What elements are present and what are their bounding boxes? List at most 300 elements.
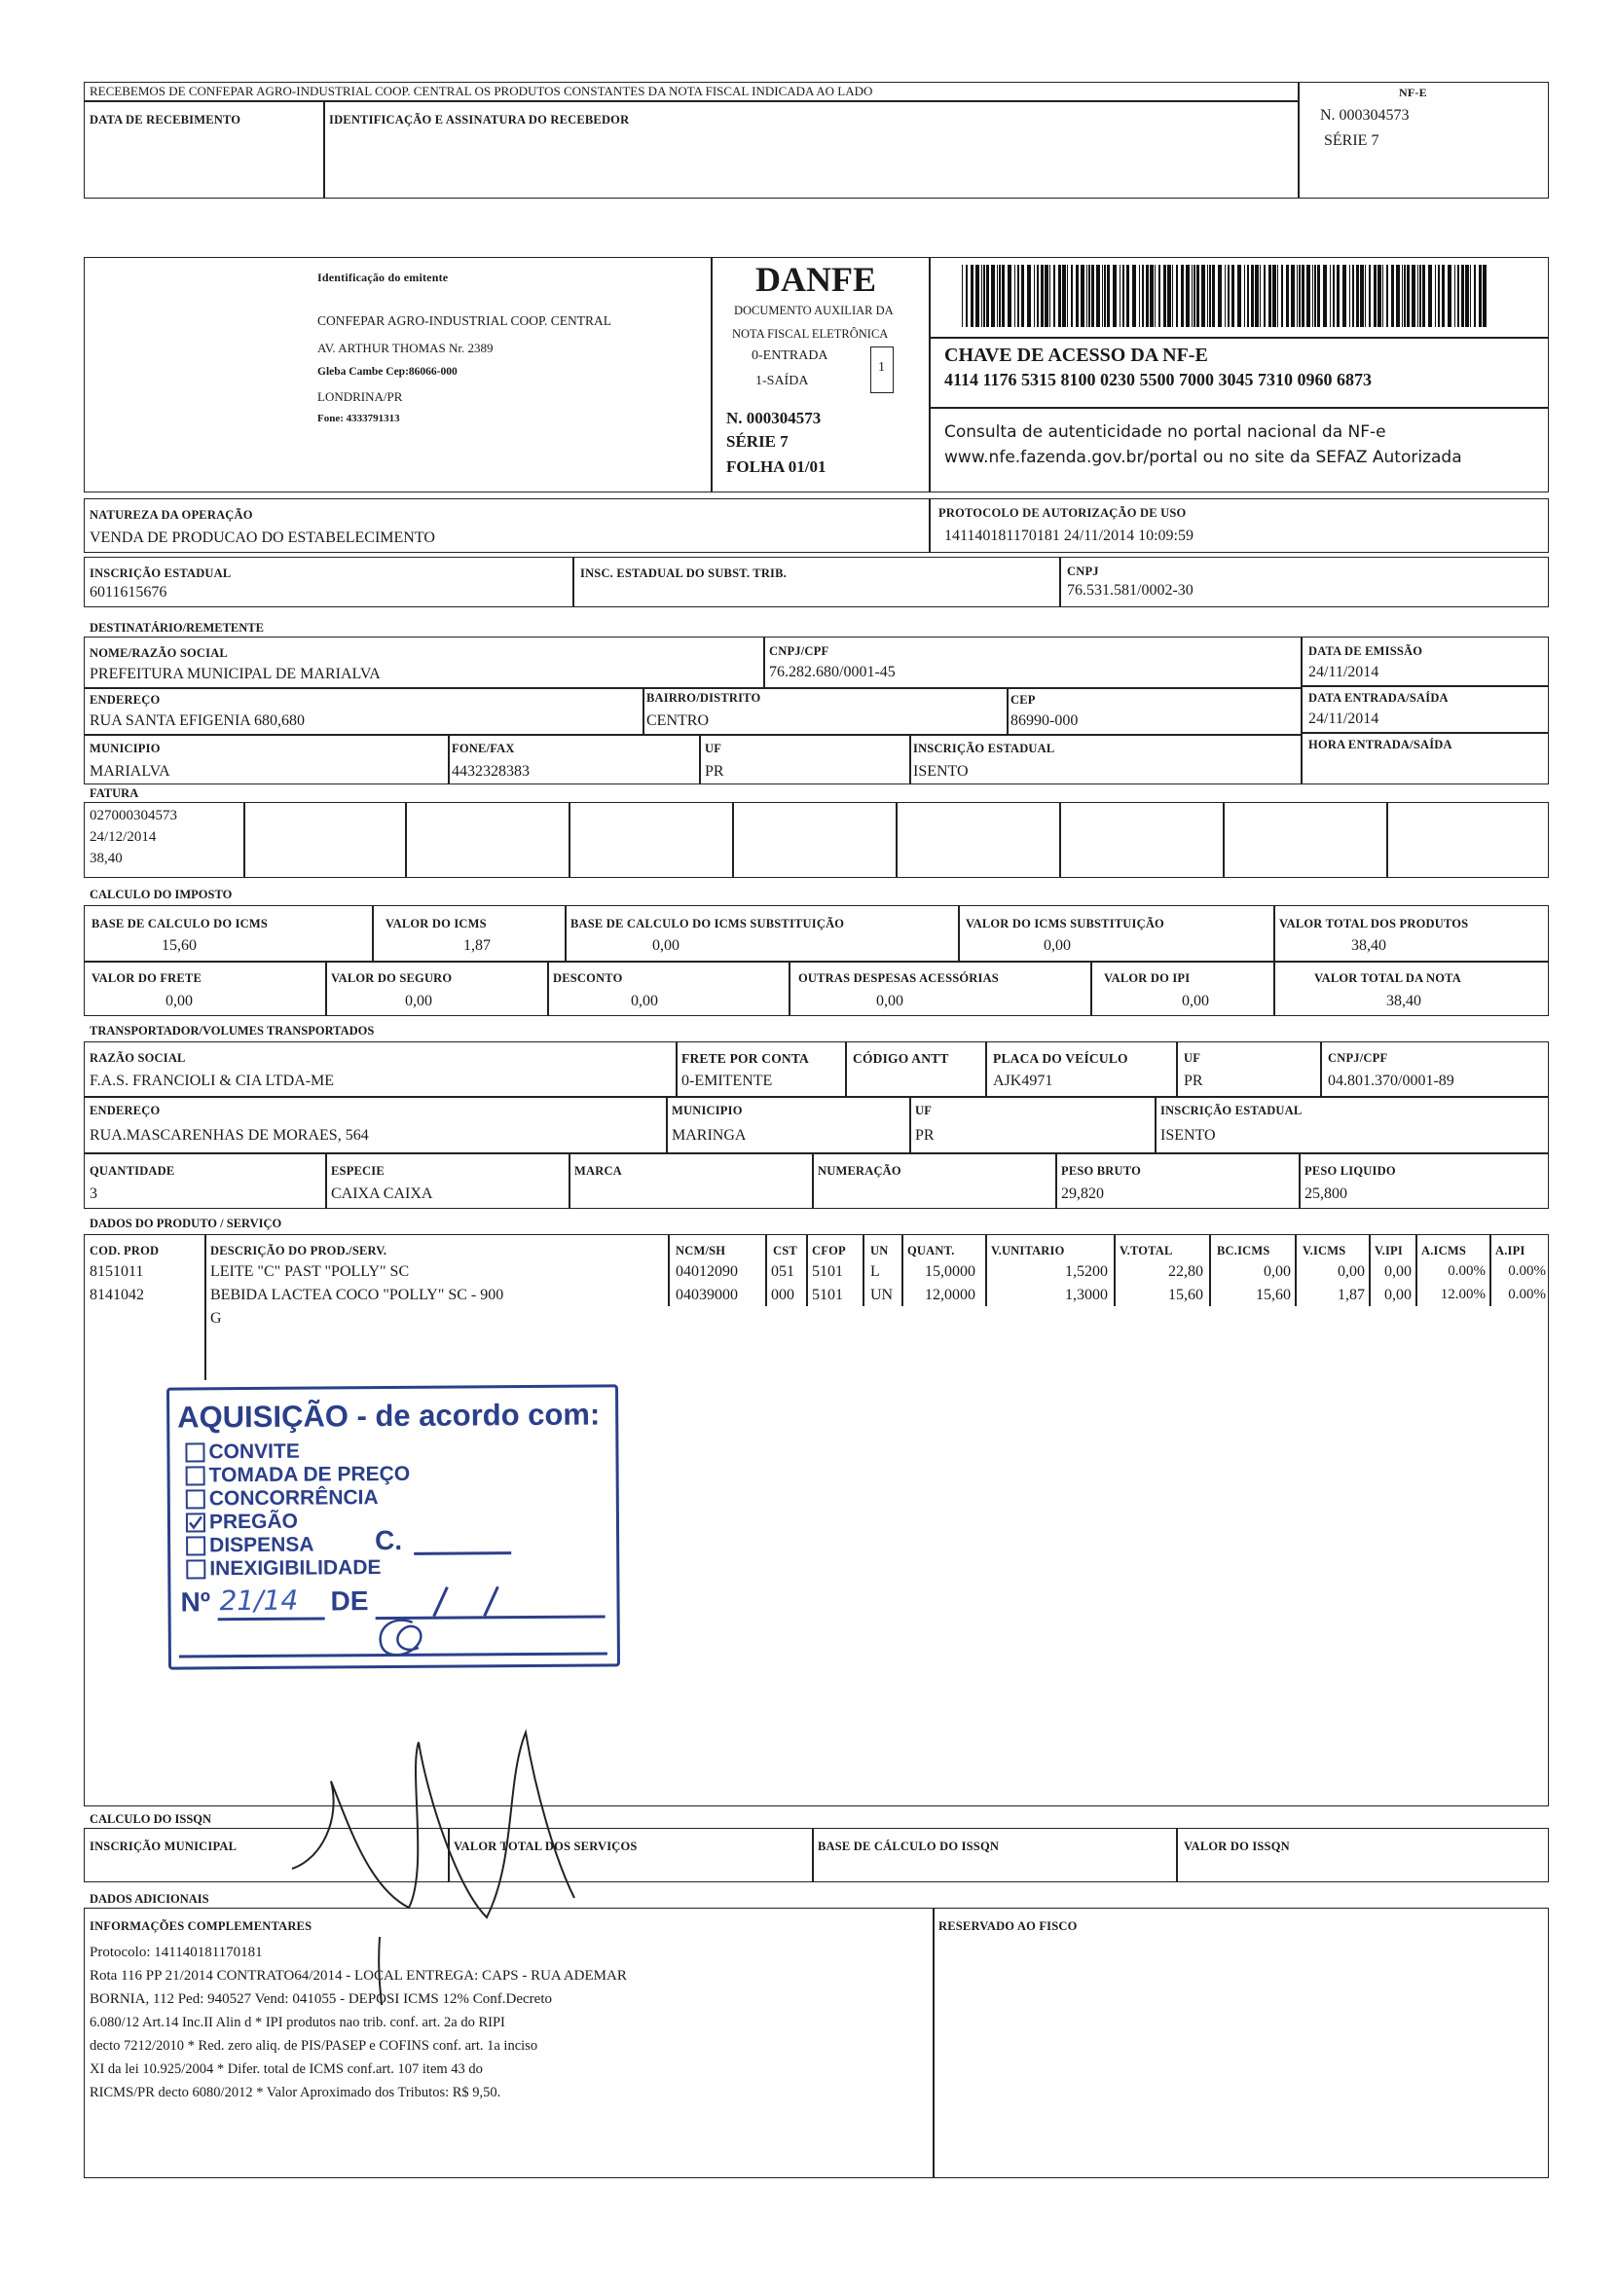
barcode-bar (1228, 265, 1230, 327)
barcode-bar (1172, 265, 1173, 327)
bc-st: 0,00 (652, 937, 679, 954)
fisco-label: RESERVADO AO FISCO (938, 1919, 1078, 1933)
cell-aipi: 0.00% (1508, 1287, 1546, 1302)
barcode-bar (1312, 265, 1313, 327)
cell-vtotal: 15,60 (1168, 1287, 1203, 1303)
barcode-bar (1067, 265, 1068, 327)
barcode-bar (1107, 265, 1110, 327)
stamp-option-dispensa (186, 1534, 314, 1558)
cell-descricao: BEBIDA LACTEA COCO "POLLY" SC - 900 (210, 1287, 504, 1303)
barcode-bar (1225, 265, 1226, 327)
dest-fone: 4432328383 (452, 763, 530, 780)
barcode-bar (1342, 265, 1346, 327)
dest-cep-label: CEP (1010, 693, 1036, 707)
barcode-bar (1194, 265, 1195, 327)
barcode-bar (1212, 265, 1215, 327)
barcode-bar (1422, 265, 1425, 327)
fatura-block (84, 802, 1549, 878)
barcode-bar (1014, 265, 1015, 327)
stamp-initials-signature (364, 1609, 442, 1668)
barcode-bar (1317, 265, 1320, 327)
barcode-bar (1260, 265, 1261, 327)
barcode-bar (1448, 265, 1451, 327)
info-line-2: Rota 116 PP 21/2014 CONTRATO64/2014 - LOCAL ENTREGA: CAPS - RUA ADEMAR (90, 1968, 627, 1984)
barcode-bar (1058, 265, 1061, 327)
barcode-bar (1391, 265, 1394, 327)
transp-uf2: PR (915, 1127, 935, 1144)
desconto-label: DESCONTO (553, 971, 623, 985)
cell-cod: 8151011 (90, 1263, 144, 1280)
checkbox-icon (186, 1489, 205, 1509)
natureza-label: NATUREZA DA OPERAÇÃO (90, 508, 253, 522)
cell-cfop: 5101 (812, 1287, 843, 1303)
barcode-bar (1386, 265, 1388, 327)
danfe-tipo: 1 (878, 360, 885, 375)
transporte-block (84, 1041, 1549, 1209)
stamp-option-label: INEXIGIBILIDADE (209, 1556, 382, 1581)
barcode-bar (1071, 265, 1073, 327)
stamp-option-convite (185, 1440, 300, 1465)
barcode-bar (966, 265, 968, 327)
danfe-saida: 1-SAÍDA (755, 374, 809, 388)
barcode-bar (1435, 265, 1436, 327)
barcode-bar (1076, 265, 1079, 327)
barcode-bar (1008, 265, 1011, 327)
barcode-bar (999, 265, 1001, 327)
canhoto-nfe: NF-E (1399, 86, 1427, 99)
issqn-block (84, 1828, 1549, 1882)
barcode-bar (1113, 265, 1117, 327)
barcode-bar (1104, 265, 1106, 327)
barcode-bar (1251, 265, 1254, 327)
transp-frete: 0-EMITENTE (681, 1073, 773, 1089)
v-st: 0,00 (1044, 937, 1071, 954)
barcode-bar (1017, 265, 1019, 327)
col-aipi: A.IPI (1495, 1244, 1525, 1257)
barcode-bar (1142, 265, 1144, 327)
total-nota: 38,40 (1386, 993, 1421, 1009)
cell-descricao-cont: G (210, 1310, 222, 1327)
transp-bruto-label: PESO BRUTO (1061, 1164, 1141, 1178)
barcode-bar (981, 265, 982, 327)
ie-block (84, 557, 1549, 607)
transp-municipio-label: MUNICIPIO (672, 1104, 743, 1117)
stamp-option-label: PREGÃO (208, 1510, 299, 1534)
dest-entrada-label: DATA ENTRADA/SAÍDA (1308, 691, 1449, 705)
checkbox-icon (186, 1536, 205, 1555)
seguro-label: VALOR DO SEGURO (331, 971, 453, 985)
assinatura-recebedor-label: IDENTIFICAÇÃO E ASSINATURA DO RECEBEDOR (329, 113, 630, 127)
stamp-numero-line (218, 1617, 325, 1621)
stamp-option-tomada (186, 1463, 411, 1488)
barcode-bar (1218, 265, 1222, 327)
col-vipi: V.IPI (1375, 1244, 1403, 1257)
barcode-bar (1402, 265, 1403, 327)
transp-endereco-label: ENDEREÇO (90, 1104, 161, 1117)
barcode-bar (1027, 265, 1031, 327)
ie-label: INSCRIÇÃO ESTADUAL (90, 566, 232, 580)
barcode-bar (1196, 265, 1199, 327)
dest-municipio-label: MUNICIPIO (90, 742, 161, 755)
dest-fone-label: FONE/FAX (452, 742, 515, 755)
transp-numeracao-label: NUMERAÇÃO (818, 1164, 901, 1178)
outras-label: OUTRAS DESPESAS ACESSÓRIAS (798, 971, 999, 985)
stamp-option-inexigibilidade (186, 1556, 381, 1581)
cell-vtotal: 22,80 (1168, 1263, 1203, 1280)
barcode-bar (1277, 265, 1278, 327)
dest-ie: ISENTO (913, 763, 969, 780)
barcode-bar (1255, 265, 1259, 327)
bc-icms: 15,60 (162, 937, 197, 954)
adicionais-section: DADOS ADICIONAIS (90, 1892, 209, 1906)
consulta-texto-1: Consulta de autenticidade no portal nacional da NF-e (944, 422, 1386, 442)
cell-vipi: 0,00 (1384, 1287, 1412, 1303)
checkbox-icon (185, 1442, 204, 1462)
barcode-bar (1465, 265, 1469, 327)
stamp-option-pregao (186, 1511, 298, 1535)
chave-valor: 4114 1176 5315 8100 0230 5500 7000 3045 7310 0960 6873 (944, 370, 1373, 389)
barcode-bar (1192, 265, 1193, 327)
checkbox-icon (186, 1559, 205, 1579)
barcode-bar (1086, 265, 1087, 327)
emitente-nome: CONFEPAR AGRO-INDUSTRIAL COOP. CENTRAL (317, 313, 612, 328)
barcode-bar (1333, 265, 1335, 327)
transp-uf: PR (1184, 1073, 1203, 1089)
outras: 0,00 (876, 993, 903, 1009)
transp-cnpj: 04.801.370/0001-89 (1328, 1073, 1454, 1089)
transp-razao: F.A.S. FRANCIOLI & CIA LTDA-ME (90, 1073, 335, 1089)
barcode-bar (1438, 265, 1440, 327)
consulta-texto-2: www.nfe.fazenda.gov.br/portal ou no site da SEFAZ Autorizada (944, 448, 1462, 467)
barcode (962, 265, 1495, 327)
canhoto-serie: SÉRIE 7 (1324, 132, 1379, 149)
produtos-section: DADOS DO PRODUTO / SERVIÇO (90, 1217, 282, 1230)
danfe-serie: SÉRIE 7 (726, 432, 789, 451)
barcode-bar (986, 265, 989, 327)
stamp-option-label: CONVITE (208, 1440, 300, 1464)
dest-hora-label: HORA ENTRADA/SAÍDA (1308, 738, 1452, 751)
cell-quant: 15,0000 (925, 1263, 975, 1280)
transp-endereco: RUA.MASCARENHAS DE MORAES, 564 (90, 1127, 369, 1144)
imposto-section: CALCULO DO IMPOSTO (90, 888, 233, 901)
barcode-bar (1479, 265, 1482, 327)
cell-descricao: LEITE "C" PAST "POLLY" SC (210, 1263, 410, 1280)
dest-municipio: MARIALVA (90, 763, 170, 780)
cell-aipi: 0.00% (1508, 1263, 1546, 1279)
stamp-de-label: DE (330, 1585, 369, 1617)
v-icms-label: VALOR DO ICMS (386, 917, 487, 930)
barcode-bar (1167, 265, 1171, 327)
barcode-bar (1049, 265, 1050, 327)
issqn-base-label: BASE DE CÁLCULO DO ISSQN (818, 1840, 1000, 1853)
dest-uf: PR (705, 763, 724, 780)
dest-entrada: 24/11/2014 (1308, 711, 1379, 727)
danfe-sub1: DOCUMENTO AUXILIAR DA (734, 304, 894, 317)
dest-endereco: RUA SANTA EFIGENIA 680,680 (90, 712, 305, 729)
col-cst: CST (773, 1244, 797, 1257)
frete: 0,00 (165, 993, 193, 1009)
info-line-3: BORNIA, 112 Ped: 940527 Vend: 041055 - DEPOSI ICMS 12% Conf.Decreto (90, 1991, 552, 2007)
stamp-option-label: DISPENSA (209, 1533, 314, 1557)
transp-municipio: MARINGA (672, 1127, 747, 1144)
barcode-bar (1470, 265, 1471, 327)
barcode-bar (1096, 265, 1100, 327)
cell-un: L (870, 1263, 880, 1280)
stamp-c-line (414, 1551, 511, 1555)
barcode-bar (1297, 265, 1298, 327)
issqn-servicos-label: VALOR TOTAL DOS SERVIÇOS (454, 1840, 638, 1853)
transp-ie: ISENTO (1160, 1127, 1216, 1144)
transp-razao-label: RAZÃO SOCIAL (90, 1051, 186, 1065)
transp-placa-label: PLACA DO VEÍCULO (993, 1051, 1128, 1066)
barcode-bar (1088, 265, 1090, 327)
stamp-numero: 21/14 (219, 1584, 299, 1618)
stamp-numero-label: Nº (180, 1586, 211, 1618)
barcode-bar (1132, 265, 1136, 327)
barcode-bar (1201, 265, 1205, 327)
cell-bcicms: 15,60 (1256, 1287, 1291, 1303)
danfe-entrada: 0-ENTRADA (752, 348, 828, 363)
canhoto-numero: N. 000304573 (1320, 107, 1410, 124)
transp-cnpj-label: CNPJ/CPF (1328, 1051, 1388, 1065)
barcode-bar (1404, 265, 1406, 327)
transp-especie: CAIXA CAIXA (331, 1185, 433, 1202)
protocolo-valor: 141140181170181 24/11/2014 10:09:59 (944, 528, 1194, 544)
cell-aicms: 12.00% (1440, 1287, 1486, 1302)
cell-cst: 000 (771, 1287, 794, 1303)
col-bcicms: BC.ICMS (1217, 1244, 1270, 1257)
col-descricao: DESCRIÇÃO DO PROD./SERV. (210, 1244, 387, 1257)
v-icms: 1,87 (463, 937, 491, 954)
barcode-bar (1382, 265, 1383, 327)
barcode-bar (1349, 265, 1350, 327)
cell-bcicms: 0,00 (1264, 1263, 1291, 1280)
col-vtotal: V.TOTAL (1120, 1244, 1173, 1257)
transp-uf2-label: UF (915, 1104, 933, 1117)
barcode-bar (1314, 265, 1316, 327)
destinatario-section: DESTINATÁRIO/REMETENTE (90, 621, 264, 635)
transp-qtd-label: QUANTIDADE (90, 1164, 175, 1178)
col-cfop: CFOP (812, 1244, 846, 1257)
barcode-bar (1163, 265, 1166, 327)
barcode-bar (1407, 265, 1410, 327)
barcode-bar (1237, 265, 1241, 327)
barcode-bar (1045, 265, 1048, 327)
barcode-bar (1081, 265, 1084, 327)
cnpj-emit-valor: 76.531.581/0002-30 (1067, 582, 1194, 599)
transp-marca-label: MARCA (574, 1164, 622, 1178)
cell-cod: 8141042 (90, 1287, 144, 1303)
barcode-bar (1126, 265, 1129, 327)
info-line-1: Protocolo: 141140181170181 (90, 1945, 263, 1960)
barcode-bar (1281, 265, 1283, 327)
transp-placa: AJK4971 (993, 1073, 1053, 1089)
transp-frete-label: FRETE POR CONTA (681, 1051, 810, 1066)
barcode-bar (1291, 265, 1295, 327)
barcode-bar (1053, 265, 1055, 327)
barcode-bar (1286, 265, 1289, 327)
barcode-bar (1369, 265, 1371, 327)
info-line-5: decto 7212/2010 * Red. zero aliq. de PIS/PASEP e COFINS conf. art. 1a inciso (90, 2038, 538, 2054)
barcode-bar (1102, 265, 1103, 327)
ie-st-label: INSC. ESTADUAL DO SUBST. TRIB. (580, 566, 787, 580)
barcode-bar (1037, 265, 1039, 327)
dest-ie-label: INSCRIÇÃO ESTADUAL (913, 742, 1055, 755)
transp-ie-label: INSCRIÇÃO ESTADUAL (1160, 1104, 1303, 1117)
cell-vunit: 1,3000 (1065, 1287, 1108, 1303)
emitente-cidade: LONDRINA/PR (317, 389, 403, 404)
fatura-vencimento: 24/12/2014 (90, 829, 157, 845)
dest-nome-label: NOME/RAZÃO SOCIAL (90, 646, 228, 660)
stamp-title: AQUISIÇÃO - de acordo com: (177, 1397, 601, 1435)
issqn-im-label: INSCRIÇÃO MUNICIPAL (90, 1840, 238, 1853)
barcode-bar (1454, 265, 1455, 327)
v-st-label: VALOR DO ICMS SUBSTITUIÇÃO (966, 917, 1164, 930)
seguro: 0,00 (405, 993, 432, 1009)
barcode-bar (1330, 265, 1331, 327)
emitente-bairro: Gleba Cambe Cep:86066-000 (317, 366, 458, 378)
barcode-bar (1323, 265, 1327, 327)
col-ncm: NCM/SH (676, 1244, 726, 1257)
barcode-bar (1247, 265, 1249, 327)
col-aicms: A.ICMS (1421, 1244, 1466, 1257)
transp-qtd: 3 (90, 1185, 97, 1202)
barcode-bar (1419, 265, 1421, 327)
barcode-bar (971, 265, 973, 327)
barcode-bar (1377, 265, 1381, 327)
transp-antt-label: CÓDIGO ANTT (853, 1051, 949, 1066)
barcode-bar (1306, 265, 1310, 327)
barcode-bar (1181, 265, 1184, 327)
cell-ncm: 04039000 (676, 1287, 738, 1303)
barcode-bar (1474, 265, 1476, 327)
checkbox-icon (186, 1466, 205, 1485)
emitente-endereco: AV. ARTHUR THOMAS Nr. 2389 (317, 341, 494, 355)
ipi: 0,00 (1182, 993, 1209, 1009)
transp-liquido: 25,800 (1304, 1185, 1347, 1202)
emitente-label: Identificação do emitente (317, 271, 449, 284)
barcode-bar (1244, 265, 1245, 327)
barcode-bar (975, 265, 979, 327)
barcode-bar (1365, 265, 1366, 327)
barcode-bar (1461, 265, 1464, 327)
dest-cnpj: 76.282.680/0001-45 (769, 664, 896, 680)
danfe-title: DANFE (755, 260, 876, 299)
barcode-bar (997, 265, 998, 327)
barcode-bar (1483, 265, 1487, 327)
cell-cfop: 5101 (812, 1263, 843, 1280)
danfe-numero: N. 000304573 (726, 409, 822, 427)
fatura-valor: 38,40 (90, 851, 123, 866)
cell-vicms: 0,00 (1338, 1263, 1365, 1280)
protocolo-label: PROTOCOLO DE AUTORIZAÇÃO DE USO (938, 506, 1187, 520)
barcode-bar (1412, 265, 1415, 327)
barcode-bar (1002, 265, 1005, 327)
info-line-7: RICMS/PR decto 6080/2012 * Valor Aproximado dos Tributos: R$ 9,50. (90, 2085, 501, 2100)
transp-liquido-label: PESO LIQUIDO (1304, 1164, 1396, 1178)
dest-nome: PREFEITURA MUNICIPAL DE MARIALVA (90, 666, 381, 682)
barcode-bar (1155, 265, 1156, 327)
issqn-valor-label: VALOR DO ISSQN (1184, 1840, 1290, 1853)
dest-uf-label: UF (705, 742, 722, 755)
barcode-bar (1417, 265, 1418, 327)
dest-cep: 86990-000 (1010, 712, 1079, 729)
dest-emissao-label: DATA DE EMISSÃO (1308, 644, 1423, 658)
cell-vunit: 1,5200 (1065, 1263, 1108, 1280)
fatura-section: FATURA (90, 786, 139, 800)
info-line-6: XI da lei 10.925/2004 * Difer. total de ICMS conf.art. 107 item 43 do (90, 2061, 483, 2077)
natureza-valor: VENDA DE PRODUCAO DO ESTABELECIMENTO (90, 529, 435, 546)
barcode-bar (1122, 265, 1124, 327)
ipi-label: VALOR DO IPI (1104, 971, 1191, 985)
barcode-bar (1356, 265, 1359, 327)
fatura-numero: 027000304573 (90, 808, 177, 823)
barcode-bar (1150, 265, 1154, 327)
barcode-bar (1231, 265, 1234, 327)
transp-uf-label: UF (1184, 1051, 1201, 1065)
cell-aicms: 0.00% (1448, 1263, 1486, 1279)
barcode-bar (1139, 265, 1140, 327)
transp-especie-label: ESPECIE (331, 1164, 385, 1178)
chave-label: CHAVE DE ACESSO DA NF-E (944, 345, 1208, 366)
cell-vicms: 1,87 (1338, 1287, 1365, 1303)
cnpj-emit-label: CNPJ (1067, 565, 1099, 578)
data-recebimento-label: DATA DE RECEBIMENTO (90, 113, 241, 127)
dest-endereco-label: ENDEREÇO (90, 693, 161, 707)
barcode-bar (1272, 265, 1276, 327)
cell-cst: 051 (771, 1263, 794, 1280)
barcode-bar (962, 265, 963, 327)
barcode-bar (1207, 265, 1208, 327)
transp-bruto: 29,820 (1061, 1185, 1104, 1202)
col-quant: QUANT. (907, 1244, 955, 1257)
dest-bairro-label: BAIRRO/DISTRITO (646, 691, 761, 705)
canhoto-text: RECEBEMOS DE CONFEPAR AGRO-INDUSTRIAL COOP. CENTRAL OS PRODUTOS CONSTANTES DA NOTA FISCAL INDICADA AO LADO (90, 84, 873, 98)
stamp-option-label: CONCORRÊNCIA (208, 1486, 379, 1511)
col-un: UN (870, 1244, 889, 1257)
barcode-bar (1396, 265, 1400, 327)
col-cod: COD. PROD (90, 1244, 160, 1257)
barcode-bar (1457, 265, 1459, 327)
barcode-bar (1352, 265, 1354, 327)
barcode-bar (1209, 265, 1211, 327)
total-nota-label: VALOR TOTAL DA NOTA (1314, 971, 1461, 985)
barcode-bar (1264, 265, 1266, 327)
barcode-bar (1041, 265, 1044, 327)
v-prod: 38,40 (1351, 937, 1386, 954)
stamp-option-concorrencia (186, 1486, 379, 1511)
checked-box-icon (186, 1512, 205, 1532)
info-label: INFORMAÇÕES COMPLEMENTARES (90, 1919, 312, 1933)
aquisicao-stamp (166, 1384, 620, 1669)
barcode-bar (991, 265, 995, 327)
cell-ncm: 04012090 (676, 1263, 738, 1280)
danfe-sub2: NOTA FISCAL ELETRÔNICA (732, 327, 889, 341)
barcode-bar (1021, 265, 1024, 327)
barcode-bar (1186, 265, 1190, 327)
barcode-bar (1337, 265, 1340, 327)
dest-bairro: CENTRO (646, 712, 709, 729)
dest-cnpj-label: CNPJ/CPF (769, 644, 829, 658)
danfe-folha: FOLHA 01/01 (726, 457, 826, 476)
barcode-bar (1360, 265, 1364, 327)
dest-emissao: 24/11/2014 (1308, 664, 1379, 680)
stamp-option-label: TOMADA DE PREÇO (208, 1462, 411, 1487)
barcode-bar (1146, 265, 1149, 327)
barcode-bar (983, 265, 985, 327)
stamp-c-label: C. (374, 1524, 403, 1556)
barcode-bar (1091, 265, 1094, 327)
